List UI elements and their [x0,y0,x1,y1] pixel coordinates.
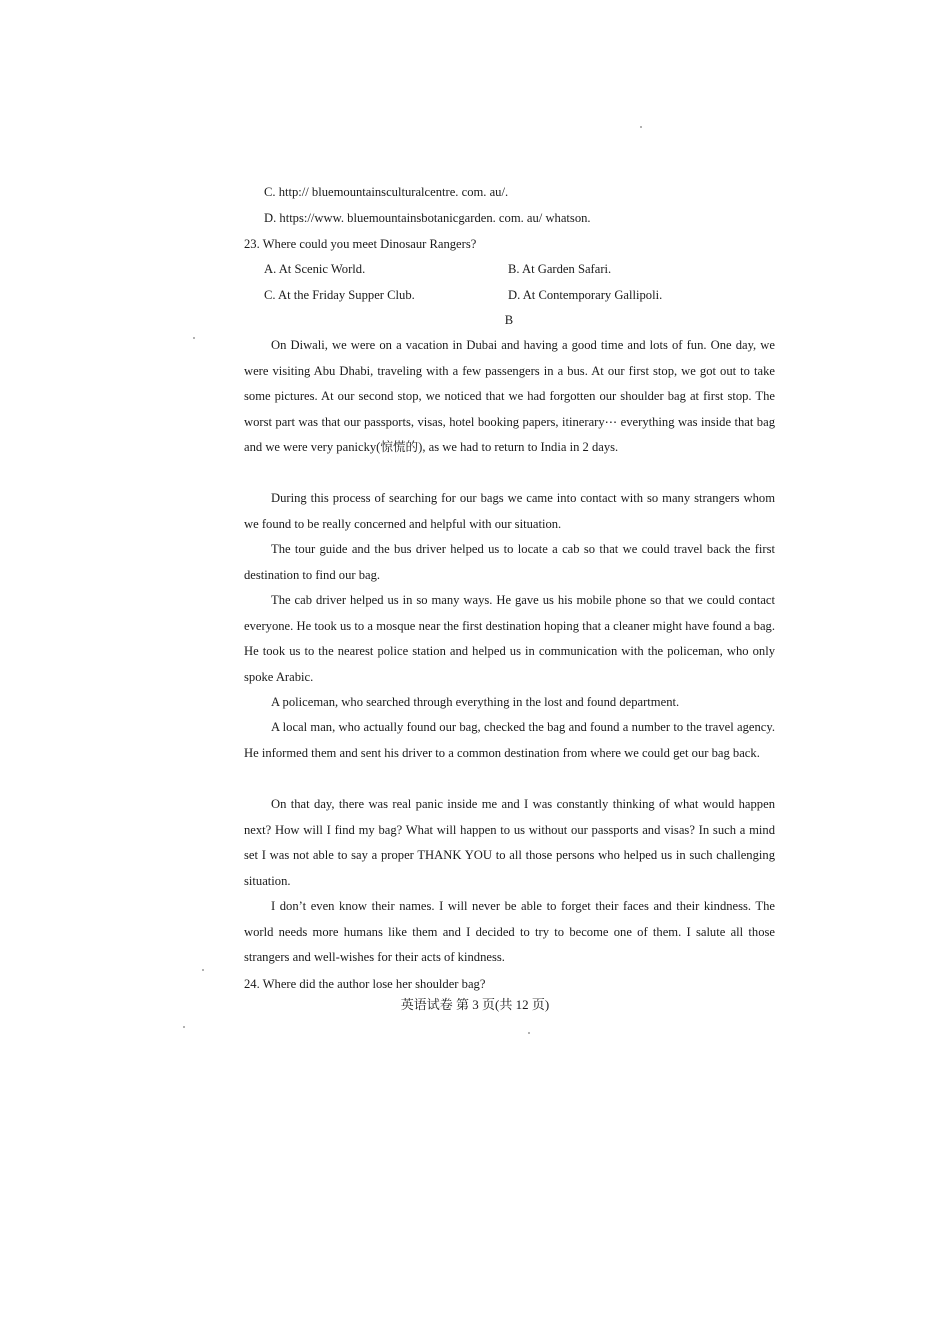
scan-speck [202,969,204,971]
passage-paragraph: A policeman, who searched through everything in the lost and found department. [271,695,680,709]
question-23-option-c: C. At the Friday Supper Club. [264,288,415,302]
passage-paragraph: The tour guide and the bus driver helped us to locate a cab so that we could travel back the first destination to find our bag. [244,542,775,582]
page-footer: 英语试卷 第 3 页(共 12 页) [400,997,550,1012]
scan-speck [193,337,195,339]
passage-paragraph: I don’t even know their names. I will never be able to forget their faces and their kindness. The world needs more humans like them and I decided to try to become one of them. I salute all those strangers and well-wishes for their acts of kindness. [244,899,775,965]
question-23-option-a: A. At Scenic World. [264,262,366,276]
prev-option-d: D. https://www. bluemountainsbotanicgarden. com. au/ whatson. [264,211,591,225]
passage-paragraph: On that day, there was real panic inside me and I was constantly thinking of what would happen next? How will I find my bag? What will happen to us without our passports and visas? In such a mind set I was not able to say a proper THANK YOU to all those persons who helped us in such challenging situation. [244,797,775,888]
question-24-stem: 24. Where did the author lose her shoulder bag? [244,977,486,991]
question-23-option-b: B. At Garden Safari. [508,262,612,276]
scan-speck [183,1026,185,1028]
passage-paragraph: The cab driver helped us in so many ways. He gave us his mobile phone so that we could contact everyone. He took us to a mosque near the first destination hoping that a cleaner might have found a bag. He took us to the nearest police station and helped us in communication with the policeman, who only spoke Arabic. [244,593,775,684]
scan-speck [528,1032,530,1034]
prev-option-c: C. http:// bluemountainsculturalcentre. com. au/. [264,185,509,199]
scan-speck [640,126,642,128]
passage-paragraph: On Diwali, we were on a vacation in Dubai and having a good time and lots of fun. One day, we were visiting Abu Dhabi, traveling with a few passengers in a bus. At our first stop, we got out to take some pictures. At our second stop, we noticed that we had forgotten our shoulder bag at first stop. The worst part was that our passports, visas, hotel booking papers, itinerary⋯ everything was inside that bag and we were very panicky(惊慌的), as we had to return to India in 2 days. [244,338,775,455]
section-b-heading: B [504,313,514,327]
question-23-option-d: D. At Contemporary Gallipoli. [508,288,663,302]
question-23-stem: 23. Where could you meet Dinosaur Rangers? [244,237,477,251]
passage-paragraph: A local man, who actually found our bag, checked the bag and found a number to the travel agency. He informed them and sent his driver to a common destination from where we could get our bag back. [244,720,775,760]
passage-paragraph: During this process of searching for our bags we came into contact with so many strangers whom we found to be really concerned and helpful with our situation. [244,491,775,531]
